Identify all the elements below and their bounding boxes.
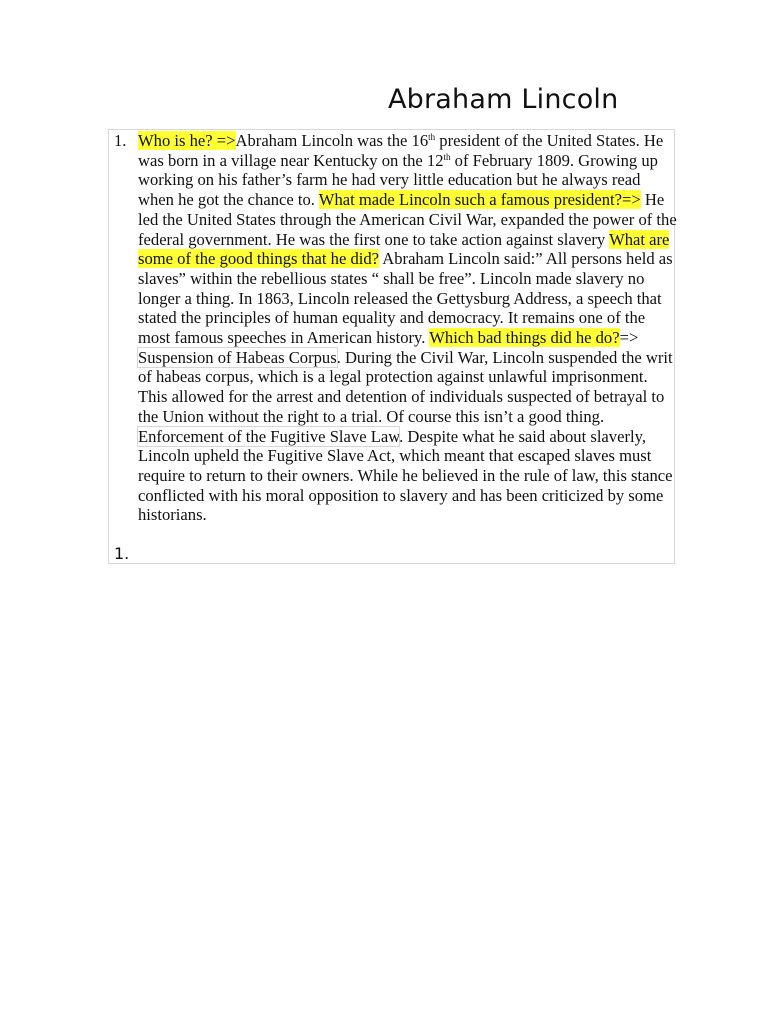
empty-list-item-number[interactable]: 1. (114, 544, 130, 563)
superscript-th: th (443, 151, 451, 162)
text-segment: Abraham Lincoln said:” All persons held as slaves” within the rebellious states “ shall be free”. Lincoln made slavery no longer a thing. In 1863, Lincoln released the Gettysburg Address, a speech that stated the principles of human equality and democracy. It remains one of the most famous speeches in American history. (138, 249, 673, 348)
list-item-number: 1. (114, 131, 127, 150)
highlight-question-who: Who is he? => (138, 131, 236, 150)
text-segment: president of the United States. He was born in a village near Kentucky on the 12 (138, 131, 664, 170)
text-segment: . During the Civil War, Lincoln suspended the writ of habeas corpus, which is a legal protection against unlawful imprisonment. This allowed for the arrest and detention of individuals suspected of betrayal to the Union without the right to a trial. Of course this isn’t a good thing. (138, 347, 673, 426)
highlight-question-famous: What made Lincoln such a famous president?=> (318, 190, 641, 210)
boxed-phrase-habeas: Suspension of Habeas Corpus (138, 347, 337, 367)
text-segment: => (619, 328, 639, 348)
page-title: Abraham Lincoln (388, 84, 619, 115)
superscript-th: th (428, 132, 436, 142)
highlight-question-bad: Which bad things did he do? (429, 328, 620, 348)
highlight-question-good: What are some of the good things that he did? (138, 229, 670, 269)
boxed-phrase-fugitive: Enforcement of the Fugitive Slave Law (138, 426, 400, 446)
text-segment: of February 1809. Growing up working on his father’s farm he had very little education but he always read when he got the chance to. (138, 150, 658, 210)
text-segment: . Despite what he said about slaverly, Lincoln upheld the Fugitive Slave Act, which meant that escaped slaves must require to return to their owners. While he believed in the rule of law, this stance conflicted with his moral opposition to slavery and has been criticized by some historians. (138, 426, 673, 525)
list-item-text[interactable] (138, 130, 678, 525)
text-segment: Abraham Lincoln was the 16 (235, 131, 429, 150)
text-segment: He led the United States through the American Civil War, expanded the power of the federal government. He was the first one to take action against slavery (138, 190, 677, 249)
content-box[interactable] (108, 129, 675, 564)
